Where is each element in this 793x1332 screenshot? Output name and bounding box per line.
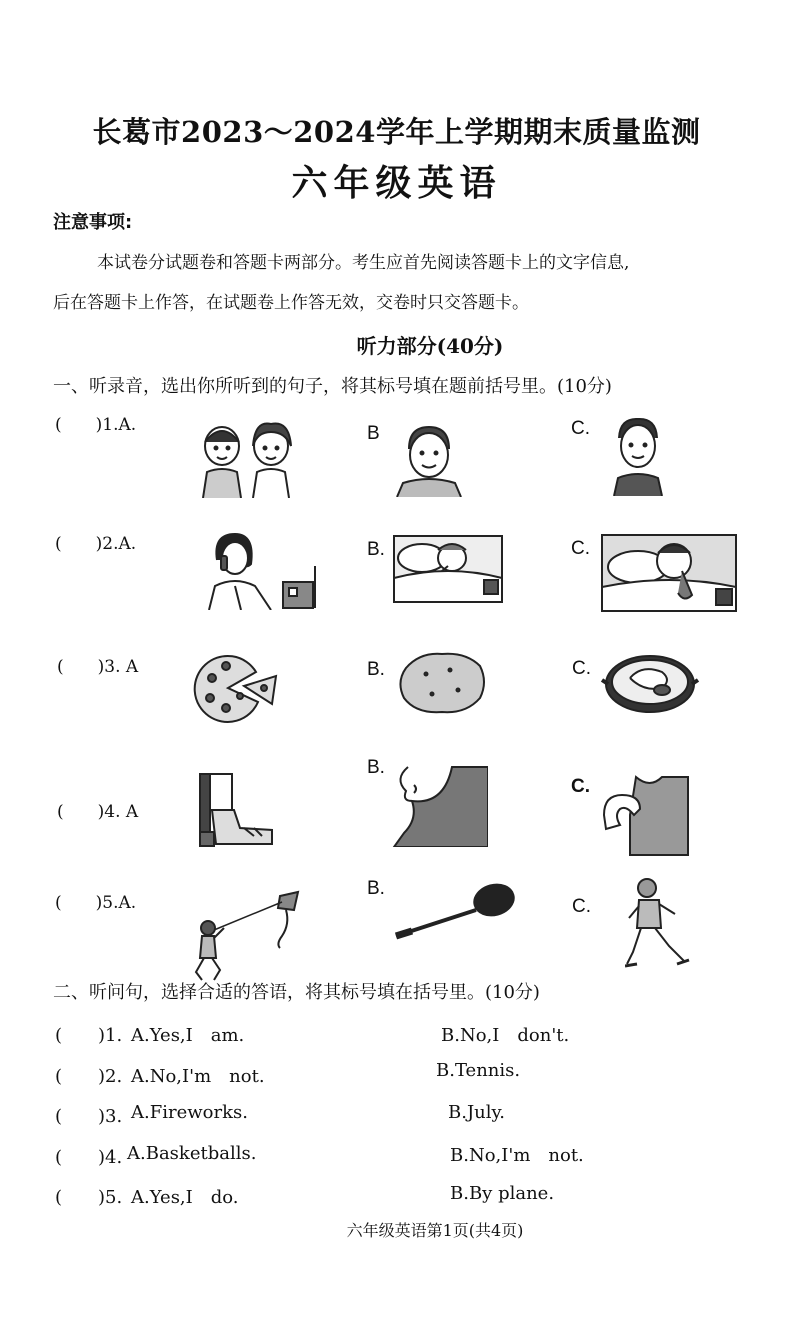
picture-badminton-racket <box>392 880 522 944</box>
picture-two-children <box>195 420 300 498</box>
s1-q5-option-c: C. <box>572 896 591 917</box>
picture-hot-pot <box>600 650 700 722</box>
s1-q1-option-c: C. <box>571 418 590 439</box>
s1-q4-option-b: B. <box>367 757 385 778</box>
s1-q5-option-b: B. <box>367 878 385 899</box>
listening-heading: 听力部分(40分) <box>356 334 504 358</box>
s1-q3-option-b: B. <box>367 659 385 680</box>
s1-q1-number: ( )1.A. <box>55 415 137 435</box>
s1-q1-option-b: B <box>367 423 380 444</box>
s2-q5-option-a: A.Yes,I do. <box>131 1187 239 1208</box>
s2-q2-number: ( )2. <box>55 1066 123 1087</box>
picture-sick-in-bed <box>392 534 504 604</box>
s2-q4-option-b: B.No,I'm not. <box>450 1145 584 1166</box>
picture-woman-on-phone <box>205 530 320 610</box>
s1-q3-option-c: C. <box>572 658 591 679</box>
s2-q3-option-a: A.Fireworks. <box>131 1102 248 1123</box>
picture-neck-shoulder <box>392 765 488 847</box>
picture-boy-in-bed <box>600 533 738 613</box>
picture-injured-leg <box>196 772 276 848</box>
s2-q2-option-a: A.No,I'm not. <box>131 1066 265 1087</box>
s2-q3-number: ( )3. <box>55 1106 123 1127</box>
page-footer: 六年级英语第1页(共4页) <box>346 1221 524 1240</box>
section2-heading: 二、听问句，选择合适的答语，将其标号填在括号里。(10分) <box>53 982 540 1003</box>
s1-q5-number: ( )5.A. <box>55 893 137 913</box>
s2-q1-option-a: A.Yes,I am. <box>131 1025 245 1046</box>
s1-q2-option-c: C. <box>571 538 590 559</box>
picture-arm-on-shirt <box>600 775 692 857</box>
picture-pizza <box>192 652 280 724</box>
s1-q2-number: ( )2.A. <box>55 534 137 554</box>
picture-man-smiling <box>395 423 465 497</box>
s1-q4-number: ( )4. A <box>57 802 139 822</box>
section1-heading: 一、听录音，选出你所听到的句子，将其标号填在题前括号里。(10分) <box>53 376 612 397</box>
s2-q3-option-b: B.July. <box>448 1102 506 1123</box>
s1-q3-number: ( )3. A <box>57 657 139 677</box>
s2-q5-option-b: B.By plane. <box>450 1183 555 1204</box>
exam-subject: 六年级英语 <box>291 162 502 204</box>
notes-line-1: 本试卷分试题卷和答题卡两部分。考生应首先阅读答题卡上的文字信息, <box>97 253 630 273</box>
exam-title: 长葛市2023～2024学年上学期期末质量监测 <box>92 115 701 149</box>
s2-q5-number: ( )5. <box>55 1187 123 1208</box>
s2-q4-number: ( )4. <box>55 1147 123 1168</box>
s2-q1-number: ( )1. <box>55 1025 123 1046</box>
s1-q2-option-b: B. <box>367 539 385 560</box>
picture-boy-skating <box>625 878 691 970</box>
picture-boy-smiling <box>610 416 665 496</box>
picture-pancake <box>396 650 488 716</box>
s2-q2-option-b: B.Tennis. <box>436 1060 521 1081</box>
notes-heading: 注意事项: <box>53 212 133 233</box>
s2-q1-option-b: B.No,I don't. <box>441 1025 570 1046</box>
notes-line-2: 后在答题卡上作答，在试题卷上作答无效，交卷时只交答题卡。 <box>53 293 529 313</box>
s1-q4-option-c: C. <box>571 776 590 797</box>
s2-q4-option-a: A.Basketballs. <box>127 1143 257 1164</box>
picture-flying-kite <box>190 888 305 984</box>
